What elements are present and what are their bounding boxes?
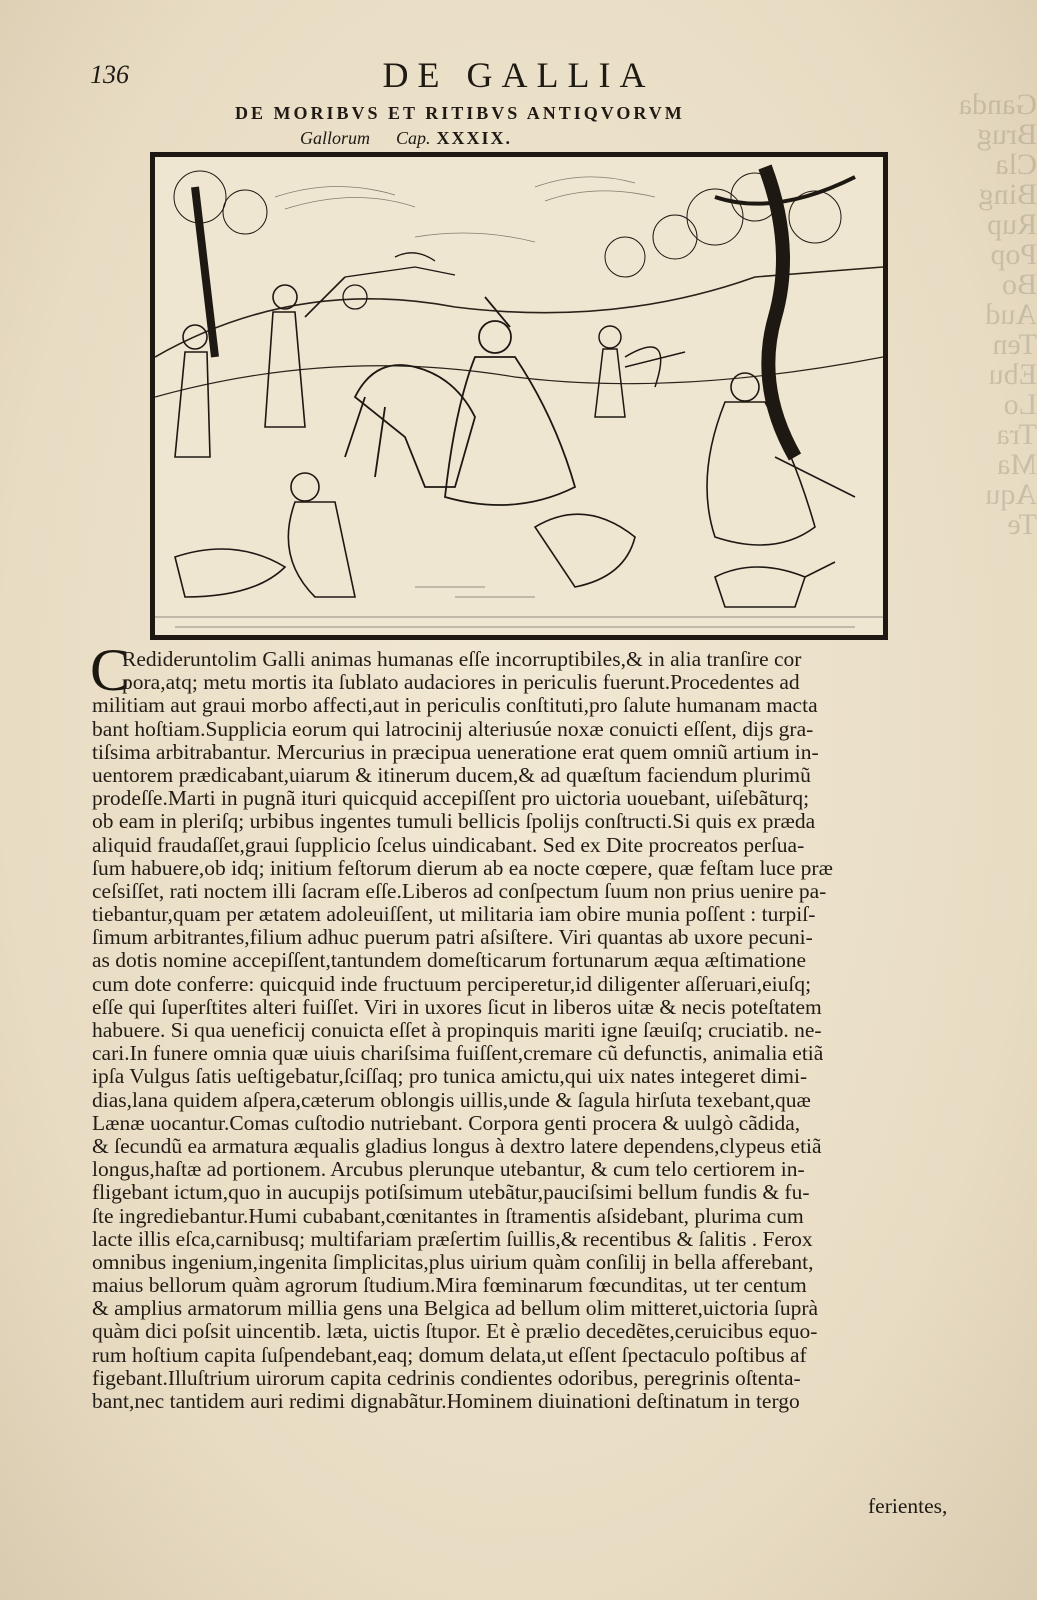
woodcut-illustration-icon xyxy=(155,157,883,635)
bleed-line: Lo xyxy=(1003,388,1037,421)
bleed-line: Aqu xyxy=(985,478,1037,511)
text-line: longus,haſtæ ad portionem. Arcubus plerunque utebantur, & cum telo certiorem in- xyxy=(92,1157,805,1182)
page-title: DE GALLIA xyxy=(382,55,655,95)
text-line: as dotis nomine accepiſſent,tantundem domeſticarum fortunarum æqua æſtimatione xyxy=(92,948,807,973)
text-line: quàm dici poſsit uincentib. læta, uictis ſtupor. Et è prælio decedẽtes,ceruicibus equo- xyxy=(92,1319,818,1344)
text-line: maius bellorum quàm agrorum ſtudium.Mira fœminarum fœcunditas, ut ter centum xyxy=(92,1273,807,1298)
bleed-line: Tra xyxy=(996,418,1037,451)
chapter-subject: Gallorum xyxy=(300,128,371,148)
bleed-line: Ebu xyxy=(988,358,1037,391)
text-line: prodeſſe.Marti in pugnã ituri quicquid accepiſſent pro uictoria uouebant, uiſebãturq; xyxy=(92,786,810,811)
chapter-label: Cap. xyxy=(396,128,431,148)
text-line: uentorem prædicabant,uiarum & itinerum ducem,& ad quæſtum faciendum plurimũ xyxy=(92,762,811,787)
text-line: ob eam in pleriſq; urbibus ingentes tumuli bellicis ſpolijs conſtructi.Si quis ex præda xyxy=(92,809,816,834)
text-line: lacte illis eſca,carnibusq; multifariam præſertim ſuillis,& recentibus & ſalitis . Ferox xyxy=(92,1226,813,1251)
chapter-heading: DE MORIBVS ET RITIBVS ANTIQVORVM xyxy=(235,103,685,123)
text-line: bant hoſtiam.Supplicia eorum qui latrocinij alteriusúe noxæ conuicti eſſent, dijs gra- xyxy=(92,716,814,741)
text-line: Redideruntolim Galli animas humanas eſſe incorruptibiles,& in alia tranſire cor xyxy=(122,647,802,671)
text-line: fligebant ictum,quo in aucupijs potiſsimum utebãtur,pauciſsimi bellum fundis & fu- xyxy=(92,1180,810,1205)
body-text xyxy=(92,648,954,1413)
bleed-line: Pop xyxy=(990,238,1037,271)
text-line: rum hoſtium capita ſuſpendebant,eaq; domum delata,ut eſſent ſpectaculo poſtibus af xyxy=(92,1342,807,1367)
text-line: cum dote conferre: quicquid inde fructuum perciperetur,id diligenter aſſeruari,eiuſq; xyxy=(92,971,812,996)
woodcut-illustration xyxy=(150,152,888,640)
text-line: militiam aut graui morbo affecti,aut in periculis conſtituti,pro ſalute humanam macta xyxy=(92,693,818,718)
text-line: ſte ingrediebantur.Humi cubabant,cœnitantes in ſtramentis aſsidebant, plurima cum xyxy=(92,1203,804,1228)
text-line: habuere. Si qua ueneficij conuicta eſſet à propinquis mariti igne ſæuiſq; cruciatib. ne- xyxy=(92,1018,822,1042)
bleed-line: Te xyxy=(1007,508,1037,541)
bleed-line: Rup xyxy=(986,208,1037,241)
page-number: 136 xyxy=(90,60,129,89)
text-line: cari.In funere omnia quæ uiuis chariſsima fuiſſent,cremare cũ defunctis, animalia etiã xyxy=(92,1041,824,1066)
bleed-line: Ma xyxy=(997,448,1037,481)
text-line: aliquid fraudaſſet,graui ſupplicio ſcelus uindicabant. Sed ex Dite procreatos perſua- xyxy=(92,832,805,857)
text-line: ſum habuere,ob idq; initium feſtorum dierum ab ea nocte cœpere, quæ feſtam luce præ xyxy=(92,855,833,880)
bleed-line: Ganda xyxy=(958,90,1037,121)
text-line: & amplius armatorum millia gens una Belgica ad bellum olim mitteret,uictoria ſuprà xyxy=(92,1296,819,1321)
text-line: bant,nec tantidem auri redimi dignabãtur.Hominem diuinationi deſtinatum in tergo xyxy=(92,1389,800,1413)
text-line: tiſsima arbitrabantur. Mercurius in præcipua ueneratione erat quem omniũ artium in- xyxy=(92,739,819,764)
bleed-line: Aud xyxy=(985,298,1037,331)
bleed-line: Bo xyxy=(1001,268,1037,301)
catchword: ferientes, xyxy=(868,1494,948,1518)
text-line: eſſe qui ſuperſtites alteri fuiſſet. Viri in uxores ſicut in liberos uitæ & necis poteſtatem xyxy=(92,994,822,1019)
text-line: & ſecundũ ea armatura æqualis gladius longus à dextro latere dependens,clypeus etiã xyxy=(92,1133,822,1158)
text-line: omnibus ingenium,ingenita ſimplicitas,plus uirium quàm conſilij in bella afferebant, xyxy=(92,1249,814,1274)
text-line: tiebantur,quam per ætatem adoleuiſſent, ut militaria iam obire munia poſſent : turpiſ- xyxy=(92,902,816,927)
text-line: ceſsiſſet, rati noctem illi ſacram eſſe.Liberos ad conſpectum ſuum non prius uenire pa- xyxy=(92,878,827,903)
chapter-heading-line-2 xyxy=(300,128,512,149)
bleed-line: Cla xyxy=(995,148,1037,181)
text-line: ſimum arbitrantes,filium adhuc puerum patri aſsiſtere. Viri quantas ab uxore pecuni- xyxy=(92,925,813,950)
bleed-line: Ten xyxy=(992,328,1037,361)
drop-cap: C xyxy=(90,637,131,703)
bleed-line: Brug xyxy=(977,118,1037,151)
bleed-line: Bing xyxy=(978,178,1037,211)
text-line: ipſa Vulgus ſatis ueſtigebatur,ſciſſaq; pro tunica amictu,qui uix nates integeret dimi- xyxy=(92,1064,808,1089)
text-line: pora,atq; metu mortis ita ſublato audaciores in periculis fuerunt.Procedentes ad xyxy=(122,670,800,695)
text-line: figebant.Illuſtrium uirorum capita cedrinis condientes odoribus, peregrinis oſtenta- xyxy=(92,1365,801,1390)
bleed-through-text xyxy=(947,90,1037,810)
chapter-number: XXXIX. xyxy=(436,128,513,148)
text-line: dias,lana quidem aſpera,cæterum oblongis uillis,unde & ſagula hirſuta texebant,quæ xyxy=(92,1087,811,1112)
text-line: Lænæ uocantur.Comas cuſtodio nutriebant. Corpora genti procera & uulgò cãdida, xyxy=(92,1110,801,1135)
